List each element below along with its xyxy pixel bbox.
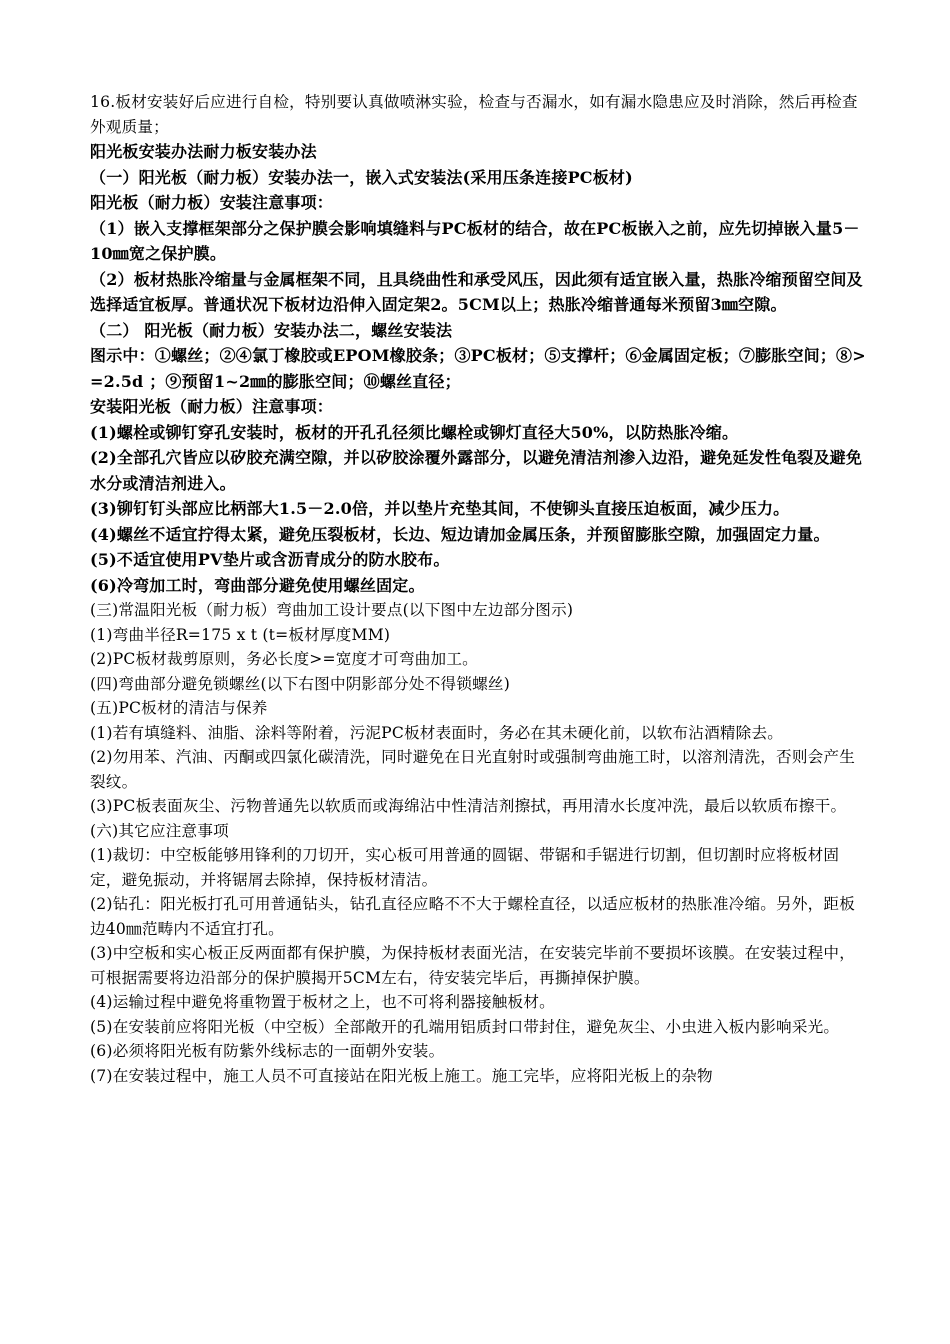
list-item: (2)勿用苯、汽油、丙酮或四氯化碳清洗，同时避免在日光直射时或强制弯曲施工时，以溶剂清洗，否则会产生裂纹。	[90, 748, 855, 791]
list-item: (2)钻孔：阳光板打孔可用普通钻头，钻孔直径应略不不大于螺栓直径，以适应板材的热胀准冷缩。另外，距板边40㎜范畴内不适宜打孔。	[90, 895, 855, 938]
list-item: (2)PC板材裁剪原则，务必长度>=宽度才可弯曲加工。	[90, 650, 478, 668]
note-item: (6)冷弯加工时，弯曲部分避免使用螺丝固定。	[90, 575, 425, 595]
list-item: (5)在安装前应将阳光板（中空板）全部敞开的孔端用铝质封口带封住，避免灰尘、小虫进入板内影响采光。	[90, 1017, 840, 1036]
note-item: (4)螺丝不适宜拧得太紧，避免压裂板材，长边、短边请加金属压条，并预留膨胀空隙，加强固定力量。	[90, 524, 830, 544]
note-item: （2）板材热胀冷缩量与金属框架不同，且具绕曲性和承受风压，因此须有适宜嵌入量，热胀冷缩预留空间及选择适宜板厚。普通状况下板材边沿伸入固定架2。5CM以上；热胀冷缩普通每米预留3㎜空隙。	[90, 269, 863, 314]
list-item: (6)必须将阳光板有防紫外线标志的一面朝外安装。	[90, 1042, 445, 1060]
note-item: (2)全部孔穴皆应以矽胶充满空隙，并以矽胶涂覆外露部分，以避免清洁剂渗入边沿，避免延发性龟裂及避免水分或清洁剂进入。	[90, 448, 863, 493]
list-item: (3)PC板表面灰尘、污物普通先以软质而或海绵沾中性清洁剂擦拭，再用清水长度冲洗，最后以软质布擦干。	[90, 797, 847, 815]
notes-heading-1: 阳光板（耐力板）安装注意事项：	[90, 193, 334, 212]
figure-legend: 图示中：①螺丝；②④氯丁橡胶或EPOM橡胶条；③PC板材；⑤支撑杆；⑥金属固定板；⑦膨胀空间；⑧>=2.5d ；⑨预留1~2㎜的膨胀空间；⑩螺丝直径；	[90, 346, 866, 391]
subsection-heading-5: (五)PC板材的清洁与保养	[90, 699, 268, 717]
note-item: (5)不适宜使用PV垫片或含沥青成分的防水胶布。	[90, 550, 450, 569]
subsection-heading-4: (四)弯曲部分避免锁螺丝(以下右图中阴影部分处不得锁螺丝)	[90, 674, 510, 693]
subsection-heading-6: (六)其它应注意事项	[90, 821, 229, 840]
section-heading: 阳光板安装办法耐力板安装办法	[90, 142, 317, 161]
list-item: (1)若有填缝料、油脂、涂料等附着，污泥PC板材表面时，务必在其未硬化前，以软布沾酒精除去。	[90, 723, 784, 742]
notes-heading-2: 安装阳光板（耐力板）注意事项：	[90, 397, 334, 416]
note-item: （1）嵌入支撑框架部分之保护膜会影响填缝料与PC板材的结合，故在PC板嵌入之前，应先切掉嵌入量5－10㎜宽之保护膜。	[90, 218, 860, 263]
note-item: (1)螺栓或铆钉穿孔安装时，板材的开孔孔径须比螺栓或铆灯直径大50%，以防热胀冷缩。	[90, 422, 739, 442]
paragraph-item-16: 16.板材安装好后应进行自检，特别要认真做喷淋实验，检查与否漏水，如有漏水隐患应及时消除，然后再检查外观质量；	[90, 93, 858, 136]
subsection-heading-1: （一）阳光板（耐力板）安装办法一，嵌入式安装法(采用压条连接PC板材)	[90, 167, 633, 187]
document-body	[90, 90, 870, 1088]
list-item: (7)在安装过程中，施工人员不可直接站在阳光板上施工。施工完毕，应将阳光板上的杂物	[90, 1066, 713, 1085]
subsection-heading-2: （二） 阳光板（耐力板）安装办法二，螺丝安装法	[90, 320, 453, 340]
list-item: (4)运输过程中避免将重物置于板材之上，也不可将利器接触板材。	[90, 993, 555, 1011]
list-item: (3)中空板和实心板正反两面都有保护膜，为保持板材表面光洁，在安装完毕前不要损坏该膜。在安装过程中，可根据需要将边沿部分的保护膜揭开5CM左右，待安装完毕后，再撕掉保护膜。	[90, 944, 855, 987]
subsection-heading-3: (三)常温阳光板（耐力板）弯曲加工设计要点(以下图中左边部分图示)	[90, 601, 574, 619]
list-item: (1)弯曲半径R=175 x t (t=板材厚度MM)	[90, 625, 391, 644]
note-item: (3)铆钉钉头部应比柄部大1.5－2.0倍，并以垫片充垫其间，不使铆头直接压迫板面，减少压力。	[90, 499, 790, 518]
list-item: (1)裁切：中空板能够用锋利的刀切开，实心板可用普通的圆锯、带锯和手锯进行切割，但切割时应将板材固定，避免振动，并将锯屑去除掉，保持板材清洁。	[90, 846, 840, 889]
